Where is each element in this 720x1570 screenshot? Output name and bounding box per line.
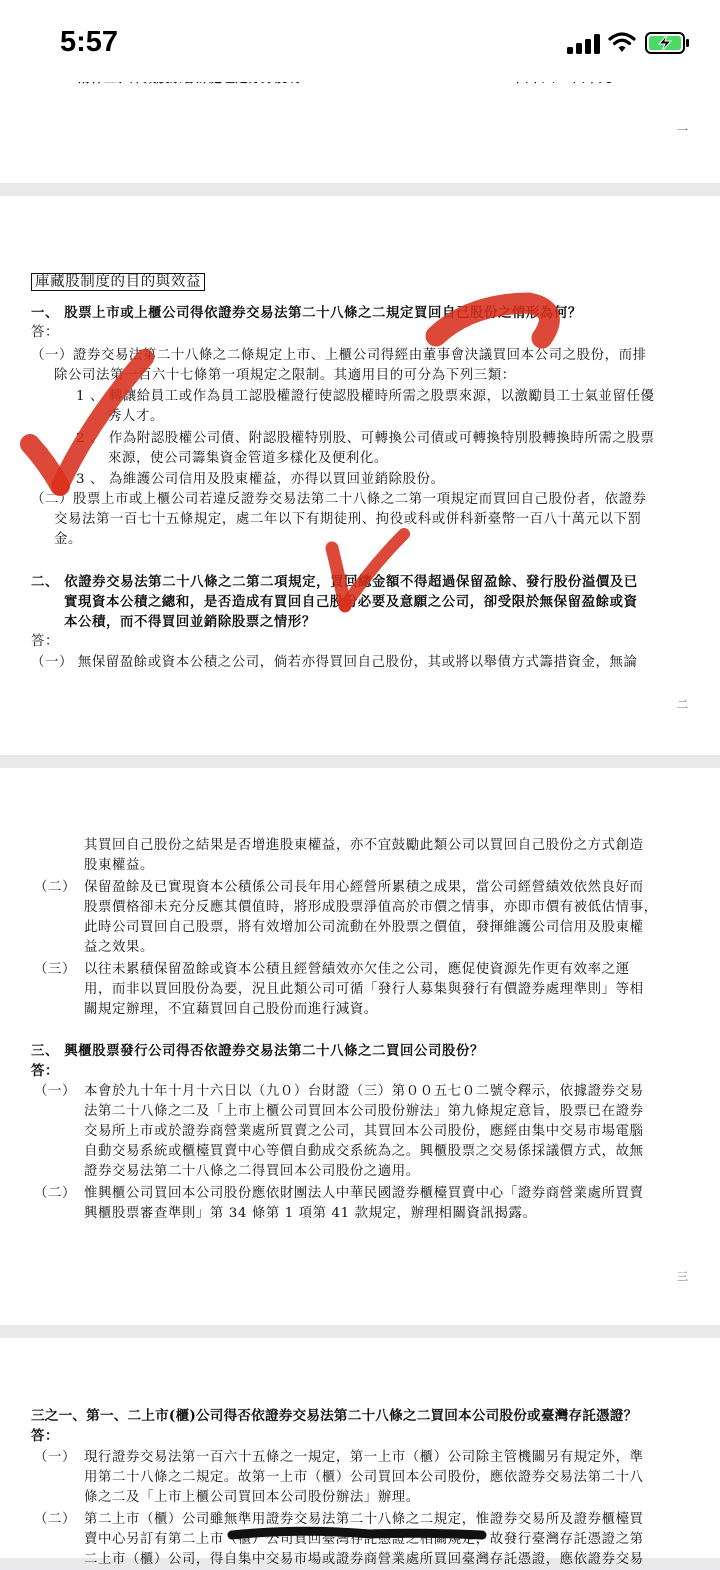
paragraph-line: 交易所上市或於證券商營業處所買賣之公司，其買回本公司股份，應經由集中交易市場電腦 bbox=[84, 1124, 644, 1139]
answer-line: （一）證券交易法第二十八條之二條規定上市、上櫃公司得經由董事會決議買回本公司之股份，而排 bbox=[31, 348, 647, 363]
paragraph-line: 二上市（櫃）公司，得自集中交易市場或證券商營業處所買回臺灣存託憑證，應依證券交易 bbox=[84, 1552, 644, 1567]
paragraph-line: 現行證券交易法第一百六十五條之一規定，第一上市（櫃）公司除主管機關另有規定外，準 bbox=[84, 1450, 644, 1465]
paragraph-line: 保留盈餘及已實現資本公積係公司長年用心經營所累積之成果，當公司經營績效依然良好而 bbox=[84, 880, 644, 895]
paragraph-line: 益之效果。 bbox=[84, 940, 154, 955]
answer-line: 金。 bbox=[54, 532, 82, 547]
cellular-signal-icon bbox=[567, 34, 603, 54]
page-number: 二 bbox=[677, 698, 688, 711]
question-2: 二、 依證券交易法第二十八條之二第二項規定，買回總金額不得超過保留盈餘、發行股份溢價及已 bbox=[31, 574, 638, 590]
list-number: （二） bbox=[34, 1512, 76, 1527]
paragraph-line: 本會於九十年十月十六日以（九０）台財證（三）第００五七０二號令釋示，依據證券交易 bbox=[84, 1084, 644, 1099]
paragraph-line: 此時公司買回自己股票，將有效增加公司流動在外股票之價值，發揮維護公司信用及股東權 bbox=[84, 920, 644, 935]
list-number: （一） bbox=[34, 1084, 76, 1099]
paragraph-line: 用第二十八條之二規定。故第一上市（櫃）公司買回本公司股份，應依證券交易法第二十八 bbox=[84, 1470, 644, 1485]
list-number: （二） bbox=[34, 1186, 76, 1201]
paragraph-line: 其買回自己股份之結果是否增進股東權益，亦不宜鼓勵此類公司以買回自己股份之方式創造 bbox=[84, 838, 644, 853]
list-number: （二） bbox=[34, 880, 76, 895]
paragraph-line: 興櫃股票審查準則」第 34 條第 1 項第 41 款規定，辦理相關資訊揭露。 bbox=[84, 1206, 537, 1221]
answer-label: 答： bbox=[31, 634, 59, 649]
paragraph-line: 賣中心另訂有第二上市（櫃）公司買回臺灣存託憑證之相關規定，故發行臺灣存託憑證之第 bbox=[84, 1532, 644, 1547]
list-item: 3 、 為維護公司信用及股東權益，亦得以買回並銷除股份。 bbox=[76, 472, 445, 487]
paragraph-line: 股東權益。 bbox=[84, 858, 154, 873]
paragraph-line: 自動交易系統或櫃檯買賣中心等價自動成交系統為之。興櫃股票之交易係採議價方式，故無 bbox=[84, 1144, 644, 1159]
list-item: 2 、 作為附認股權公司債、附認股權特別股、可轉換公司債或可轉換特別股轉換時所需之股票 bbox=[76, 431, 655, 446]
document-page-3 bbox=[0, 768, 720, 1325]
battery-charging-icon bbox=[645, 31, 691, 55]
section-title: 庫藏股制度的目的與效益 bbox=[31, 272, 205, 292]
list-number: （一） bbox=[34, 1450, 76, 1465]
answer-label: 答： bbox=[31, 325, 59, 340]
answer-line: （一） 無保留盈餘或資本公積之公司，倘若亦得買回自己股份，其或將以舉債方式籌措資金，無論 bbox=[31, 655, 638, 670]
list-number: （三） bbox=[34, 962, 76, 977]
page-number: 三 bbox=[677, 1270, 688, 1283]
question-3-1: 三之一、第一、二上市(櫃)公司得否依證券交易法第二十八條之二買回本公司股份或臺灣存託憑證？ bbox=[31, 1408, 638, 1424]
paragraph-line: 以往未累積保留盈餘或資本公積且經營績效亦欠佳之公司，應促使資源先作更有效率之運 bbox=[84, 962, 630, 977]
status-bar bbox=[0, 0, 720, 82]
answer-line: 除公司法第一百六十七條第一項規定之限制。其適用目的可分為下列三類： bbox=[54, 368, 516, 383]
paragraph-line: 惟興櫃公司買回本公司股份應依財團法人中華民國證券櫃檯買賣中心「證券商營業處所買賣 bbox=[84, 1186, 644, 1201]
question-2: 實現資本公積之總和，是否造成有買回自己股份必要及意願之公司，卻受限於無保留盈餘或資 bbox=[64, 594, 638, 610]
paragraph-line: 法第二十八條之二及「上市上櫃公司買回本公司股份辦法」第九條規定意旨，股票已在證券 bbox=[84, 1104, 644, 1119]
answer-line: （二）股票上市或上櫃公司若違反證券交易法第二十八條之二第一項規定而買回自己股份者，依證券 bbox=[31, 492, 647, 507]
list-item: 來源，使公司籌集資金管道多樣化及便利化。 bbox=[108, 451, 388, 466]
answer-label: 答： bbox=[31, 1428, 59, 1444]
paragraph-line: 股票價格卻未充分反應其價值時，將形成股票淨值高於市價之情事，亦即市價有被低估情事， bbox=[84, 900, 658, 915]
question-1: 一、 股票上市或上櫃公司得依證券交易法第二十八條之二規定買回自己股份之情形為何？ bbox=[31, 305, 582, 321]
page-number: 一 bbox=[677, 124, 688, 137]
status-time: 5:57 bbox=[60, 26, 119, 58]
wifi-icon bbox=[608, 31, 636, 55]
paragraph-line: 關規定辦理，不宜藉買回自己股份而進行減資。 bbox=[84, 1002, 378, 1017]
paragraph-line: 證券交易法第二十八條之二得買回本公司股份之適用。 bbox=[84, 1164, 420, 1179]
question-2: 本公積，而不得買回並銷除股票之情形？ bbox=[64, 614, 316, 630]
answer-line: 交易法第一百七十五條規定，處二年以下有期徒刑、拘役或科或併科新臺幣一百八十萬元以下罰 bbox=[54, 512, 642, 527]
list-item: 1 、 轉讓給員工或作為員工認股權證行使認股權時所需之股票來源，以激勵員工士氣並留任優 bbox=[76, 389, 655, 404]
answer-label: 答： bbox=[31, 1063, 59, 1079]
paragraph-line: 條之二及「上市上櫃公司買回本公司股份辦法」辦理。 bbox=[84, 1490, 420, 1505]
question-3: 三、 興櫃股票發行公司得否依證券交易法第二十八條之二買回公司股份？ bbox=[31, 1043, 484, 1059]
paragraph-line: 用，而非以買回股份為要，況且此類公司可循「發行人募集與發行有價證券處理準則」等相 bbox=[84, 982, 644, 997]
list-item: 秀人才。 bbox=[108, 409, 164, 424]
document-page-4 bbox=[0, 1338, 720, 1567]
paragraph-line: 第二上市（櫃）公司雖無準用證券交易法第二十八條之二規定，惟證券交易所及證券櫃檯買 bbox=[84, 1512, 644, 1527]
document-page-2 bbox=[0, 196, 720, 755]
